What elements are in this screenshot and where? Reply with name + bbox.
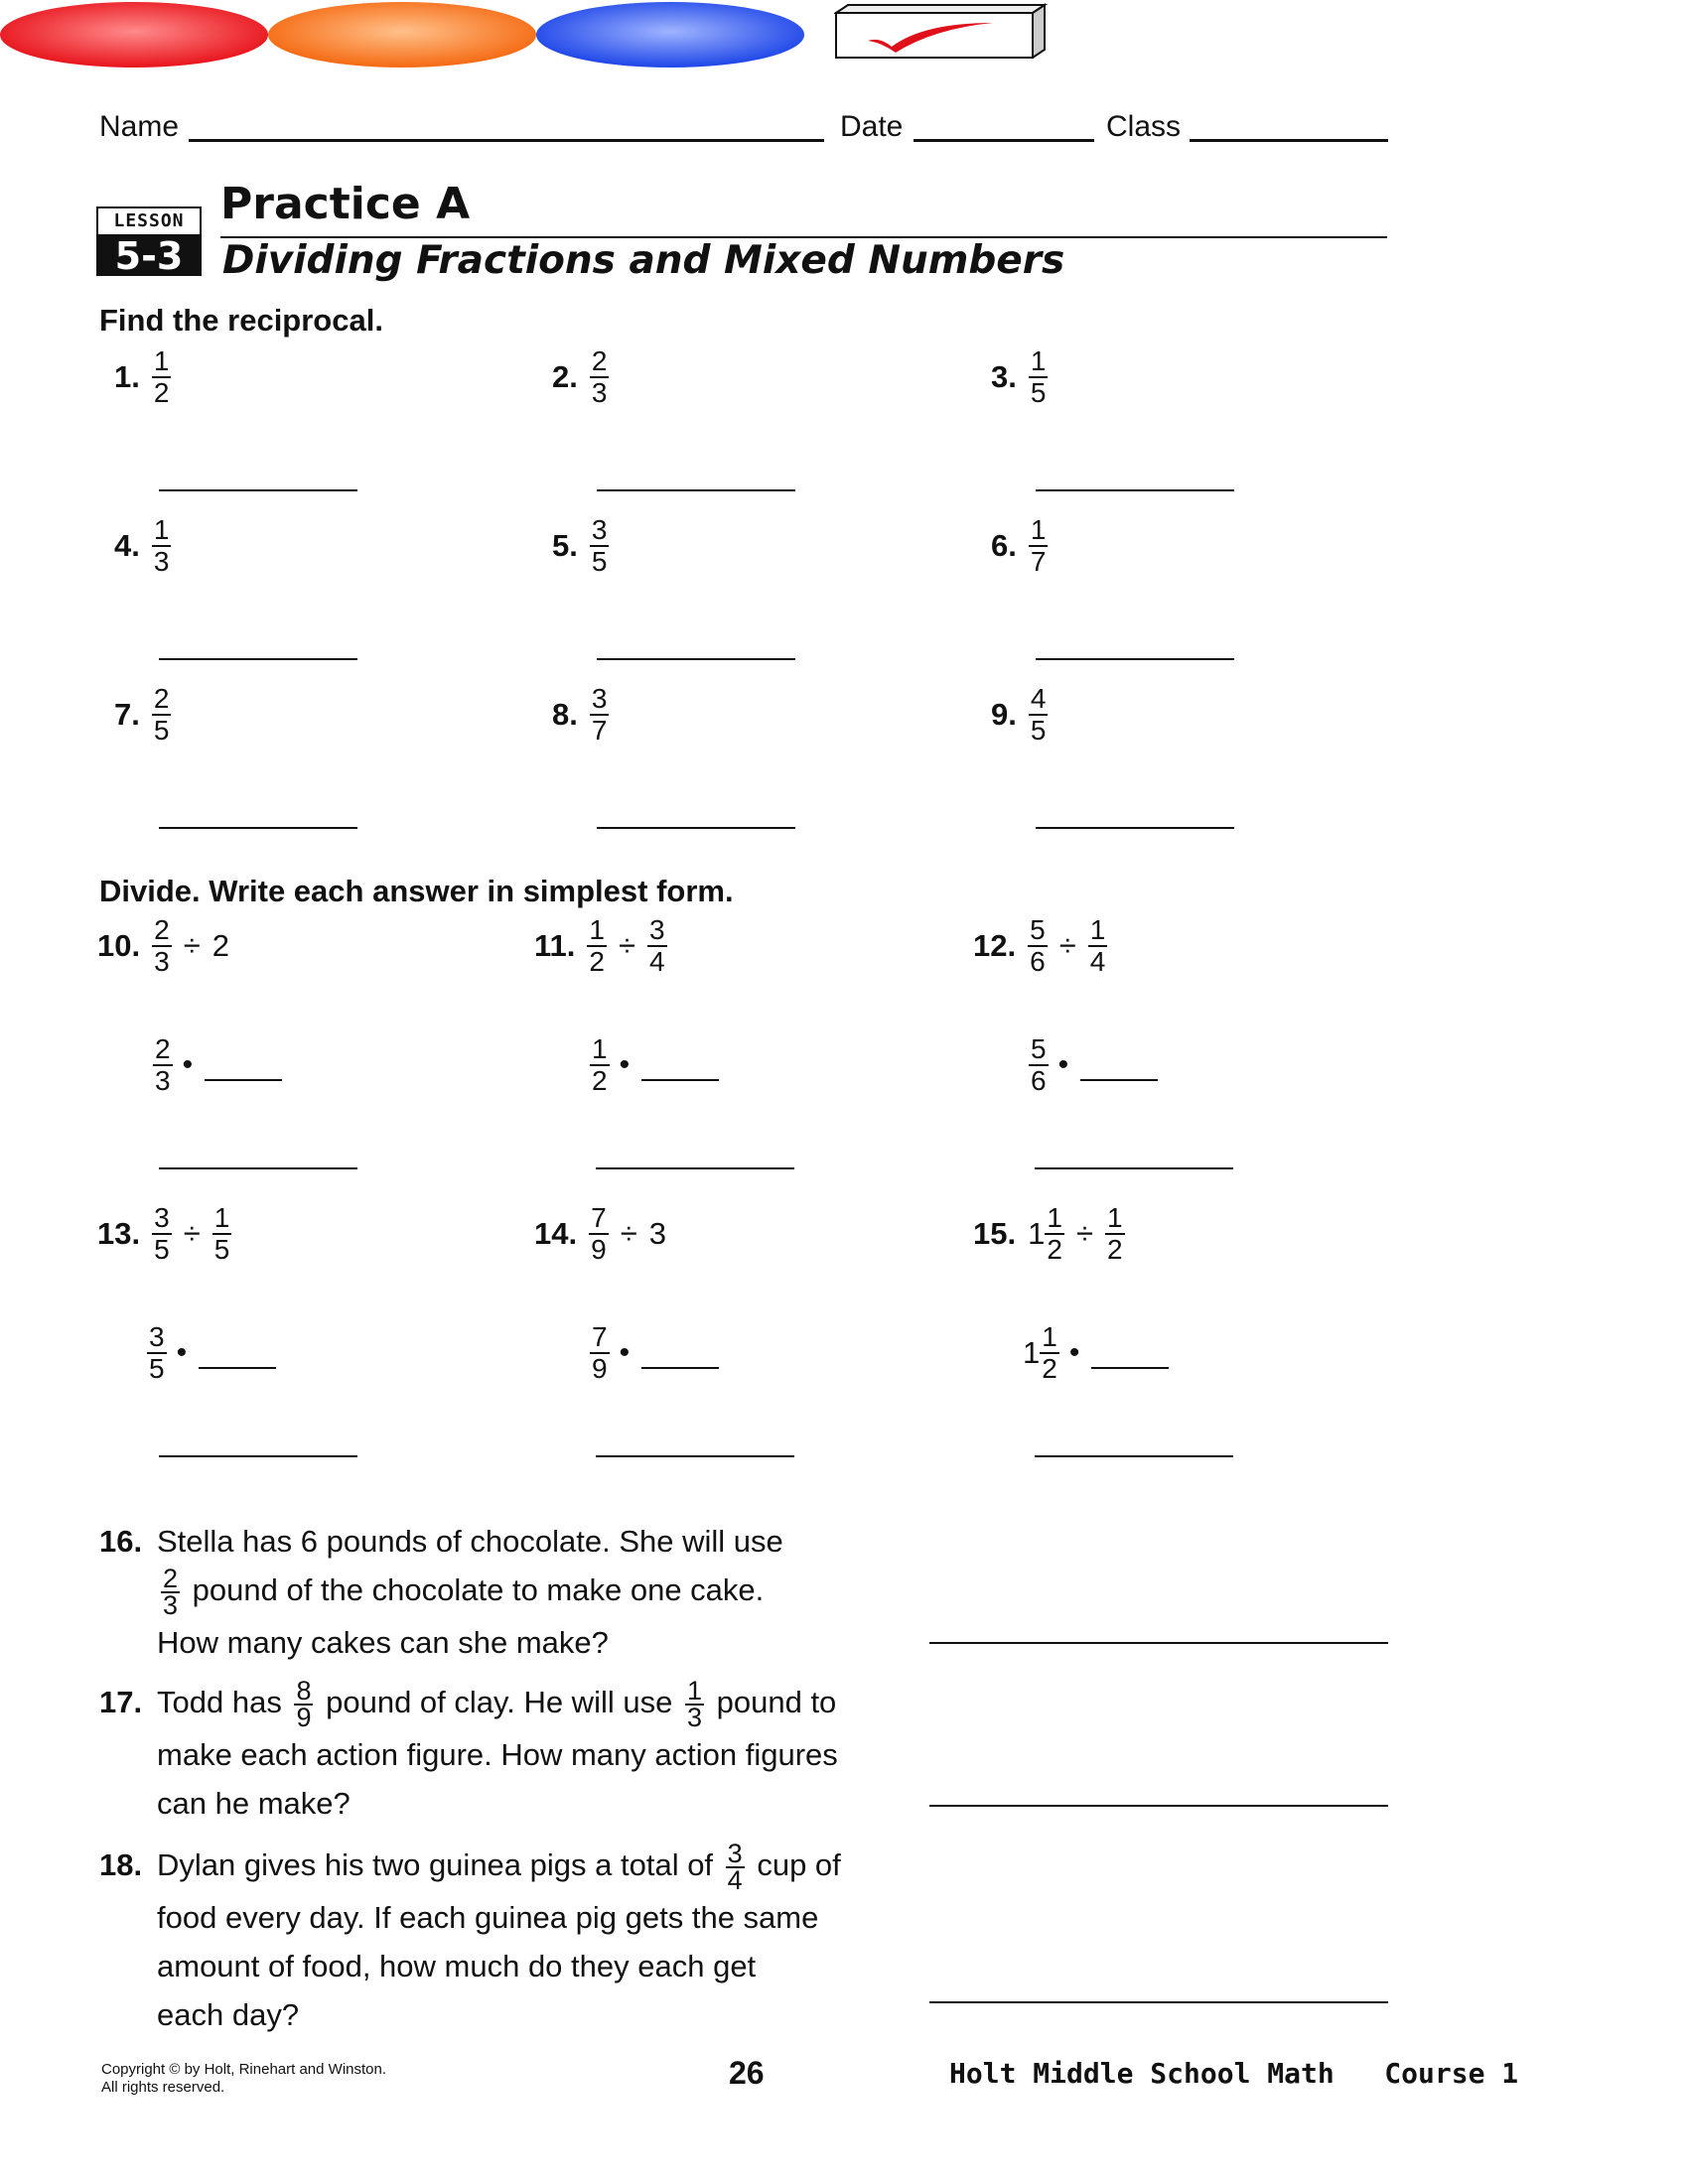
answer-line[interactable] xyxy=(597,489,795,491)
numerator: 3 xyxy=(591,683,608,714)
page-title: Practice A xyxy=(220,179,471,229)
reciprocal-blank[interactable] xyxy=(641,1337,719,1369)
name-field[interactable] xyxy=(189,139,824,142)
problem-line: amount of food, how much do they each get xyxy=(157,1948,757,1983)
fraction xyxy=(1029,515,1049,577)
word-problem-16 xyxy=(99,1517,923,1667)
date-label: Date xyxy=(840,110,904,143)
denominator: 7 xyxy=(1030,546,1047,577)
denominator: 6 xyxy=(1031,1065,1047,1096)
denominator: 5 xyxy=(149,1353,165,1384)
eraser-checkmark-icon xyxy=(834,3,1068,59)
problem-number: 11. xyxy=(534,928,576,963)
denominator: 2 xyxy=(1042,1353,1057,1384)
denominator: 7 xyxy=(591,715,608,746)
multiply-setup xyxy=(1023,1318,1169,1388)
reciprocal-blank[interactable] xyxy=(641,1049,719,1081)
fraction xyxy=(212,1203,232,1265)
fraction xyxy=(1029,1034,1049,1096)
date-field[interactable] xyxy=(914,139,1094,142)
fraction xyxy=(590,1322,610,1384)
numerator: 4 xyxy=(1030,683,1047,714)
numerator: 1 xyxy=(213,1202,230,1233)
division-problem xyxy=(534,911,667,981)
fraction xyxy=(152,346,172,408)
denominator: 4 xyxy=(1089,946,1106,977)
denominator: 3 xyxy=(591,377,608,408)
header-ovals-decoration xyxy=(0,0,814,74)
denominator: 9 xyxy=(592,1353,608,1384)
multiply-setup xyxy=(153,1030,282,1100)
reciprocal-blank[interactable] xyxy=(1080,1049,1158,1081)
numerator: 1 xyxy=(1089,914,1106,945)
reciprocal-blank[interactable] xyxy=(199,1337,276,1369)
lesson-number: 5-3 xyxy=(96,236,202,276)
numerator: 3 xyxy=(648,914,665,945)
problem-number: 8. xyxy=(552,697,578,732)
numerator: 1 xyxy=(153,514,170,545)
denominator: 2 xyxy=(1047,1234,1062,1265)
answer-line[interactable] xyxy=(159,489,357,491)
numerator: 5 xyxy=(1031,1033,1047,1064)
fraction: $\frac{1}{3}$ xyxy=(686,1675,702,1732)
denominator: 5 xyxy=(591,546,608,577)
division-problem xyxy=(973,1199,1125,1269)
fraction xyxy=(152,684,172,746)
division-problem xyxy=(97,911,229,981)
problem-number: 9. xyxy=(991,697,1017,732)
fraction: $\frac{3}{4}$ xyxy=(727,1838,743,1895)
multiplication-dot: • xyxy=(1057,1048,1069,1081)
denominator: 2 xyxy=(153,377,170,408)
fraction xyxy=(590,1034,610,1096)
denominator: 6 xyxy=(1030,946,1046,977)
fraction: $\frac{8}{9}$ xyxy=(296,1675,312,1732)
fraction xyxy=(587,915,607,977)
multiply-setup xyxy=(590,1318,719,1388)
numerator: 1 xyxy=(1047,1202,1062,1233)
answer-line[interactable] xyxy=(159,1167,357,1169)
problem-number: 1. xyxy=(114,359,140,394)
problem-number: 18. xyxy=(99,1847,143,1882)
problem-number: 6. xyxy=(991,528,1017,563)
numerator: 7 xyxy=(592,1321,608,1352)
name-label: Name xyxy=(99,110,180,143)
fraction xyxy=(152,515,172,577)
division-sign: ÷ xyxy=(183,928,201,963)
division-problem xyxy=(534,1199,666,1269)
denominator: 3 xyxy=(153,546,170,577)
problem-number: 12. xyxy=(973,928,1017,963)
numerator: 3 xyxy=(591,514,608,545)
divisor: 3 xyxy=(648,1216,666,1251)
fraction xyxy=(1029,684,1049,746)
word-problem-17 xyxy=(99,1675,923,1828)
answer-line-16[interactable] xyxy=(929,1642,1388,1644)
problem-line: Todd has $\frac{8}{9}$ pound of clay. He will use $\frac{1}{3}$ pound to xyxy=(157,1675,837,1732)
problem-number: 14. xyxy=(534,1216,578,1251)
problem-number: 15. xyxy=(973,1216,1017,1251)
reciprocal-blank[interactable] xyxy=(1091,1337,1169,1369)
reciprocal-problem xyxy=(991,511,1048,581)
denominator: 5 xyxy=(213,1234,230,1265)
reciprocal-problem xyxy=(552,680,609,750)
copyright-notice: Copyright © by Holt, Rinehart and Winston. All rights reserved. xyxy=(101,2061,387,2096)
answer-line[interactable] xyxy=(597,827,795,829)
lesson-badge xyxy=(96,206,202,276)
reciprocal-problem xyxy=(991,680,1048,750)
blue-oval xyxy=(536,2,804,68)
denominator: 5 xyxy=(1030,715,1047,746)
answer-line-17[interactable] xyxy=(929,1805,1388,1807)
fraction xyxy=(1088,915,1108,977)
answer-line[interactable] xyxy=(596,1167,794,1169)
problem-line: $\frac{2}{3}$ pound of the chocolate to make one cake. xyxy=(163,1563,765,1620)
problem-line: Stella has 6 pounds of chocolate. She will use xyxy=(157,1524,783,1559)
numerator: 2 xyxy=(155,1033,171,1064)
problem-number: 10. xyxy=(97,928,141,963)
page-number: 26 xyxy=(729,2055,765,2091)
reciprocal-problem xyxy=(114,680,171,750)
numerator: 1 xyxy=(1030,345,1047,376)
numerator: 2 xyxy=(153,683,170,714)
fraction xyxy=(590,346,610,408)
problem-number: 5. xyxy=(552,528,578,563)
section2-instruction: Divide. Write each answer in simplest form. xyxy=(99,874,734,908)
answer-line[interactable] xyxy=(159,658,357,660)
problem-line: How many cakes can she make? xyxy=(157,1624,609,1660)
multiply-setup xyxy=(1029,1030,1158,1100)
orange-oval xyxy=(268,2,536,68)
answer-line[interactable] xyxy=(596,1455,794,1457)
denominator: 3 xyxy=(155,1065,171,1096)
reciprocal-blank[interactable] xyxy=(205,1049,282,1081)
reciprocal-problem xyxy=(552,511,609,581)
fraction xyxy=(1105,1203,1125,1265)
word-problem-18 xyxy=(99,1838,923,2039)
division-sign: ÷ xyxy=(183,1216,201,1251)
denominator: 5 xyxy=(1030,377,1047,408)
denominator: 4 xyxy=(648,946,665,977)
page-subtitle: Dividing Fractions and Mixed Numbers xyxy=(222,238,1065,283)
red-oval xyxy=(0,2,268,68)
denominator: 5 xyxy=(154,1234,170,1265)
fraction xyxy=(1029,346,1049,408)
fraction xyxy=(1040,1322,1059,1384)
numerator: 1 xyxy=(1030,514,1047,545)
division-problem xyxy=(973,911,1107,981)
division-problem xyxy=(97,1199,231,1269)
numerator: 2 xyxy=(591,345,608,376)
denominator: 9 xyxy=(591,1234,607,1265)
answer-line[interactable] xyxy=(597,658,795,660)
answer-line[interactable] xyxy=(1036,827,1234,829)
problem-number: 2. xyxy=(552,359,578,394)
multiply-setup xyxy=(147,1318,276,1388)
multiplication-dot: • xyxy=(182,1048,194,1081)
fraction xyxy=(590,684,610,746)
numerator: 5 xyxy=(1030,914,1046,945)
class-label: Class xyxy=(1106,110,1182,143)
reciprocal-problem xyxy=(552,342,609,412)
denominator: 2 xyxy=(592,1065,608,1096)
problem-number: 3. xyxy=(991,359,1017,394)
problem-number: 17. xyxy=(99,1685,143,1719)
numerator: 1 xyxy=(1042,1321,1057,1352)
division-sign: ÷ xyxy=(1058,928,1076,963)
section1-instruction: Find the reciprocal. xyxy=(99,303,383,338)
problem-line: can he make? xyxy=(157,1785,351,1821)
answer-line[interactable] xyxy=(1036,658,1234,660)
answer-line[interactable] xyxy=(159,827,357,829)
denominator: 2 xyxy=(589,946,605,977)
whole-part: 1 xyxy=(1028,1216,1046,1251)
fraction xyxy=(152,1203,172,1265)
multiplication-dot: • xyxy=(1068,1336,1080,1369)
class-field[interactable] xyxy=(1190,139,1388,142)
denominator: 3 xyxy=(154,946,170,977)
answer-line[interactable] xyxy=(1036,489,1234,491)
fraction xyxy=(647,915,667,977)
numerator: 3 xyxy=(149,1321,165,1352)
division-sign: ÷ xyxy=(620,1216,637,1251)
problem-number: 7. xyxy=(114,697,140,732)
numerator: 3 xyxy=(154,1202,170,1233)
numerator: 2 xyxy=(154,914,170,945)
book-title: Holt Middle School Math Course 1 xyxy=(949,2057,1519,2090)
fraction xyxy=(1028,915,1048,977)
numerator: 1 xyxy=(592,1033,608,1064)
problem-line: food every day. If each guinea pig gets the same xyxy=(157,1899,819,1935)
numerator: 1 xyxy=(589,914,605,945)
multiplication-dot: • xyxy=(619,1336,631,1369)
answer-line[interactable] xyxy=(1035,1455,1233,1457)
multiply-setup xyxy=(590,1030,719,1100)
denominator: 2 xyxy=(1106,1234,1123,1265)
answer-line[interactable] xyxy=(1035,1167,1233,1169)
fraction xyxy=(1045,1203,1064,1265)
fraction xyxy=(147,1322,167,1384)
reciprocal-problem xyxy=(114,511,171,581)
reciprocal-problem xyxy=(991,342,1048,412)
fraction: $\frac{2}{3}$ xyxy=(163,1563,179,1620)
lesson-label: LESSON xyxy=(96,206,202,236)
numerator: 7 xyxy=(591,1202,607,1233)
fraction xyxy=(589,1203,609,1265)
problem-line: make each action figure. How many action figures xyxy=(157,1736,838,1772)
problem-line: each day? xyxy=(157,1996,300,2032)
problem-number: 13. xyxy=(97,1216,141,1251)
whole-part: 1 xyxy=(1023,1335,1041,1370)
fraction xyxy=(152,915,172,977)
multiplication-dot: • xyxy=(619,1048,631,1081)
denominator: 5 xyxy=(153,715,170,746)
problem-line: Dylan gives his two guinea pigs a total of $\frac{3}{4}$ cup of xyxy=(157,1838,841,1895)
answer-line-18[interactable] xyxy=(929,2001,1388,2003)
answer-line[interactable] xyxy=(159,1455,357,1457)
division-sign: ÷ xyxy=(1075,1216,1093,1251)
problem-number: 16. xyxy=(99,1524,143,1559)
multiplication-dot: • xyxy=(176,1336,188,1369)
numerator: 1 xyxy=(1106,1202,1123,1233)
fraction xyxy=(590,515,610,577)
reciprocal-problem xyxy=(114,342,171,412)
fraction xyxy=(153,1034,173,1096)
division-sign: ÷ xyxy=(618,928,635,963)
divisor: 2 xyxy=(211,928,229,963)
numerator: 1 xyxy=(153,345,170,376)
problem-number: 4. xyxy=(114,528,140,563)
